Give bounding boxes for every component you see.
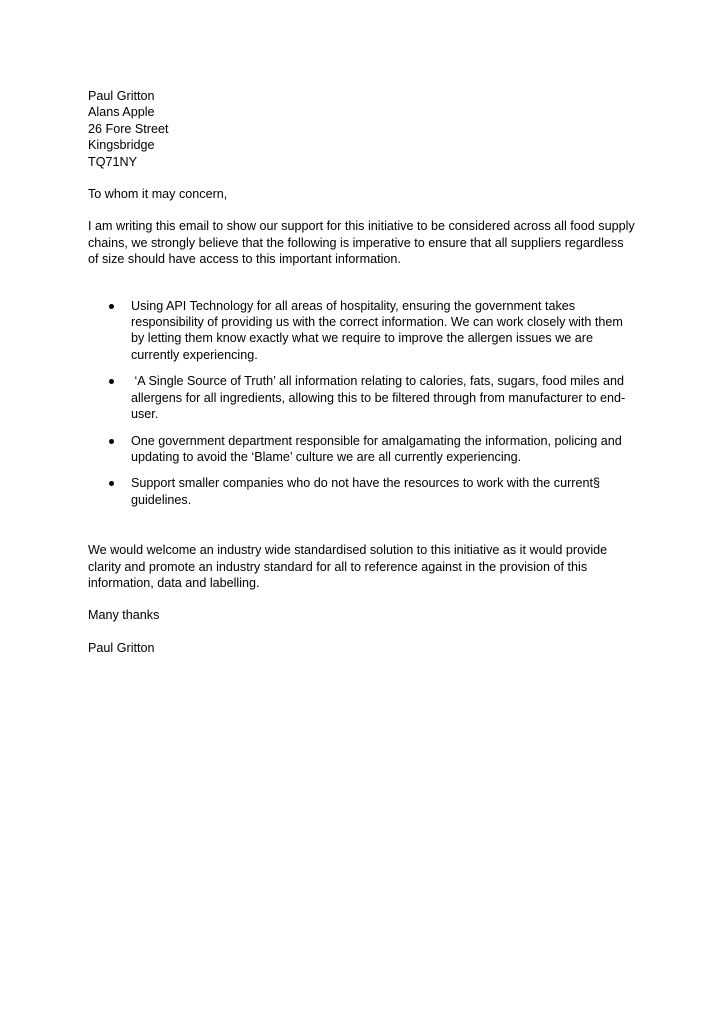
intro-paragraph: I am writing this email to show our support for this initiative to be considered across all food supply chains, we strongly believe that the following is imperative to ensure that all suppliers regardless of size should have access to this important information. [88, 219, 635, 267]
signature-name: Paul Gritton [88, 640, 155, 655]
list-item [88, 433, 636, 466]
sender-name: Paul Gritton [88, 89, 155, 103]
sender-address-block [88, 88, 636, 170]
list-item [88, 298, 636, 364]
bullet-icon [109, 304, 114, 309]
bullet-text: ‘A Single Source of Truth’ all information relating to calories, fats, sugars, food miles and allergens for all ingredients, allowing this to be filtered through from manufacturer to end-user. [131, 374, 626, 422]
bullet-text: Using API Technology for all areas of hospitality, ensuring the government takes responsibility of providing us with the correct information. We can work closely with them by letting them know exactly what we require to improve the allergen issues we are currently experiencing. [131, 298, 623, 362]
letter-body [88, 88, 636, 656]
bullet-list [88, 298, 636, 508]
sender-town: Kingsbridge [88, 138, 155, 153]
bullet-icon [109, 481, 114, 486]
sign-off: Many thanks [88, 608, 160, 623]
bullet-text: Support smaller companies who do not have the resources to work with the current§ guidelines. [131, 476, 601, 507]
bullet-icon [109, 439, 114, 444]
closing-paragraph: We would welcome an industry wide standardised solution to this initiative as it would provide clarity and promote an industry standard for all to reference against in the provision of this information, data and labelling. [88, 543, 608, 590]
bullet-text: One government department responsible for amalgamating the information, policing and updating to avoid the ‘Blame’ culture we are all currently experiencing. [131, 433, 622, 464]
sender-street: 26 Fore Street [88, 121, 169, 136]
list-item [88, 373, 636, 422]
sender-postcode: TQ71NY [88, 154, 137, 169]
letter-greeting: To whom it may concern, [88, 187, 228, 202]
list-item [88, 475, 636, 508]
bullet-icon [109, 379, 114, 384]
sender-company: Alans Apple [88, 105, 155, 120]
